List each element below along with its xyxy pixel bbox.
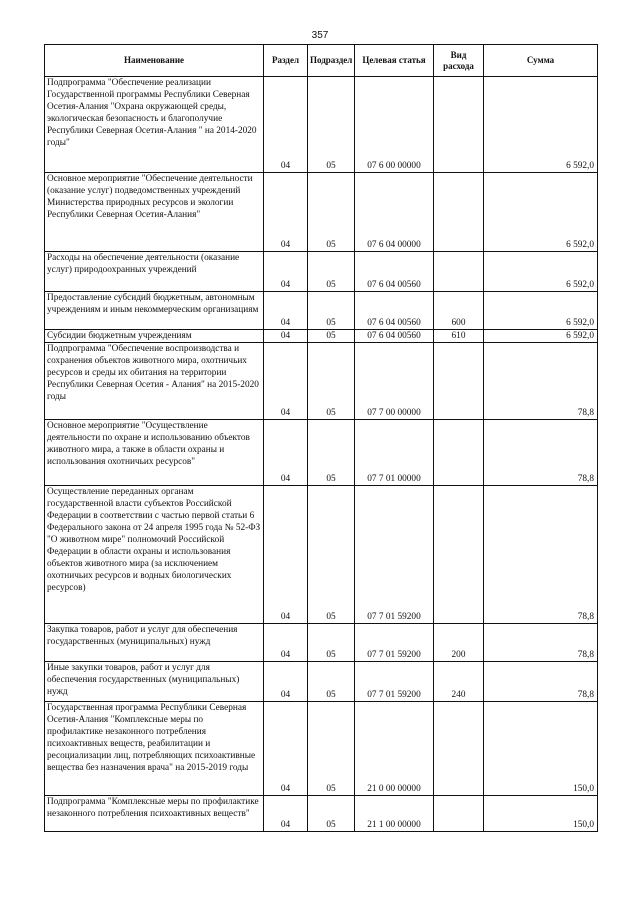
row-expense-type-cell (434, 796, 484, 832)
table-row (45, 252, 598, 292)
table-row (45, 330, 598, 343)
row-name-cell: Основное мероприятие "Обеспечение деятельности (оказание услуг) подведомственных учреждений Министерства природных ресурсов и экологии Республики Северная Осетия-Алания" (45, 173, 264, 252)
row-target-cell: 07 6 04 00000 (355, 173, 434, 252)
row-subsection-cell: 05 (308, 796, 355, 832)
row-name-cell: Предоставление субсидий бюджетным, автономным учреждениям и иным некоммерческим организациям (45, 292, 264, 330)
row-section-cell: 04 (264, 624, 308, 662)
table-row (45, 796, 598, 832)
row-target-cell: 07 7 00 00000 (355, 343, 434, 420)
row-amount-cell: 6 592,0 (484, 77, 598, 173)
table-row (45, 702, 598, 796)
column-header-target: Целевая статья (355, 45, 434, 77)
table-row (45, 343, 598, 420)
row-section-cell: 04 (264, 662, 308, 702)
row-target-cell: 07 6 04 00560 (355, 292, 434, 330)
row-name-cell: Субсидии бюджетным учреждениям (45, 330, 264, 343)
budget-table (44, 44, 598, 832)
row-name-cell: Осуществление переданных органам государственной власти субъектов Российской Федерации в соответствии с частью первой статьи 6 Федерального закона от 24 апреля 1995 года № 52-ФЗ "О животном мире" полномочий Российской Федерации в области охраны и использования объектов животного мира (за исключением охотничьих ресурсов и водных биологических ресурсов) (45, 486, 264, 624)
row-section-cell: 04 (264, 77, 308, 173)
header-row (45, 45, 598, 77)
row-expense-type-cell (434, 343, 484, 420)
row-name-cell: Подпрограмма "Обеспечение реализации Государственной программы Республики Северная Осетия-Алания "Охрана окружающей среды, экологическая безопасность и благополучие Республики Северная Осетия-Алания " на 2014-2020 годы" (45, 77, 264, 173)
row-section-cell: 04 (264, 796, 308, 832)
row-subsection-cell: 05 (308, 343, 355, 420)
row-target-cell: 21 0 00 00000 (355, 702, 434, 796)
row-expense-type-cell: 240 (434, 662, 484, 702)
row-target-cell: 07 6 04 00560 (355, 330, 434, 343)
row-amount-cell: 78,8 (484, 662, 598, 702)
row-amount-cell: 78,8 (484, 624, 598, 662)
row-subsection-cell: 05 (308, 77, 355, 173)
row-amount-cell: 150,0 (484, 702, 598, 796)
row-subsection-cell: 05 (308, 330, 355, 343)
page-number: 357 (311, 30, 329, 41)
column-header-name: Наименование (45, 45, 264, 77)
row-expense-type-cell (434, 420, 484, 486)
column-header-amount: Сумма (484, 45, 598, 77)
row-name-cell: Подпрограмма "Комплексные меры по профилактике незаконного потребления психоактивных веществ" (45, 796, 264, 832)
column-header-expense-type: Вид расхода (434, 45, 484, 77)
row-name-cell: Подпрограмма "Обеспечение воспроизводства и сохранения объектов животного мира, охотничьих ресурсов и среды их обитания на территории Республики Северная Осетия - Алания" на 2015-2020 годы (45, 343, 264, 420)
row-expense-type-cell: 200 (434, 624, 484, 662)
row-name-cell: Основное мероприятие "Осуществление деятельности по охране и использованию объектов животного мира, а также в области охраны и использования охотничьих ресурсов" (45, 420, 264, 486)
row-amount-cell: 6 592,0 (484, 330, 598, 343)
row-section-cell: 04 (264, 292, 308, 330)
row-section-cell: 04 (264, 252, 308, 292)
table-row (45, 486, 598, 624)
row-section-cell: 04 (264, 420, 308, 486)
table-row (45, 77, 598, 173)
row-expense-type-cell: 600 (434, 292, 484, 330)
table-row (45, 662, 598, 702)
row-target-cell: 07 6 04 00560 (355, 252, 434, 292)
row-name-cell: Государственная программа Республики Северная Осетия-Алания "Комплексные меры по профилактике незаконного потребления психоактивных веществ, реабилитации и ресоциализации лиц, потребляющих психоактивные вещества без назначения врача" на 2015-2019 годы (45, 702, 264, 796)
row-subsection-cell: 05 (308, 662, 355, 702)
row-section-cell: 04 (264, 702, 308, 796)
table-row (45, 420, 598, 486)
row-subsection-cell: 05 (308, 486, 355, 624)
row-subsection-cell: 05 (308, 252, 355, 292)
row-expense-type-cell: 610 (434, 330, 484, 343)
row-subsection-cell: 05 (308, 292, 355, 330)
row-section-cell: 04 (264, 173, 308, 252)
row-amount-cell: 78,8 (484, 343, 598, 420)
row-target-cell: 21 1 00 00000 (355, 796, 434, 832)
row-amount-cell: 6 592,0 (484, 252, 598, 292)
row-expense-type-cell (434, 77, 484, 173)
row-amount-cell: 6 592,0 (484, 173, 598, 252)
row-subsection-cell: 05 (308, 624, 355, 662)
column-header-subsection: Подраздел (308, 45, 355, 77)
row-section-cell: 04 (264, 330, 308, 343)
row-expense-type-cell (434, 486, 484, 624)
row-target-cell: 07 6 00 00000 (355, 77, 434, 173)
row-subsection-cell: 05 (308, 173, 355, 252)
row-section-cell: 04 (264, 343, 308, 420)
row-name-cell: Закупка товаров, работ и услуг для обеспечения государственных (муниципальных) нужд (45, 624, 264, 662)
table-row (45, 292, 598, 330)
row-expense-type-cell (434, 252, 484, 292)
row-target-cell: 07 7 01 00000 (355, 420, 434, 486)
table-row (45, 173, 598, 252)
table-row (45, 624, 598, 662)
row-subsection-cell: 05 (308, 420, 355, 486)
row-section-cell: 04 (264, 486, 308, 624)
row-name-cell: Иные закупки товаров, работ и услуг для обеспечения государственных (муниципальных) нужд (45, 662, 264, 702)
row-target-cell: 07 7 01 59200 (355, 662, 434, 702)
row-name-cell: Расходы на обеспечение деятельности (оказание услуг) природоохранных учреждений (45, 252, 264, 292)
row-target-cell: 07 7 01 59200 (355, 486, 434, 624)
row-expense-type-cell (434, 702, 484, 796)
row-amount-cell: 78,8 (484, 486, 598, 624)
column-header-section: Раздел (264, 45, 308, 77)
row-subsection-cell: 05 (308, 702, 355, 796)
row-amount-cell: 78,8 (484, 420, 598, 486)
row-amount-cell: 6 592,0 (484, 292, 598, 330)
row-expense-type-cell (434, 173, 484, 252)
row-target-cell: 07 7 01 59200 (355, 624, 434, 662)
row-amount-cell: 150,0 (484, 796, 598, 832)
